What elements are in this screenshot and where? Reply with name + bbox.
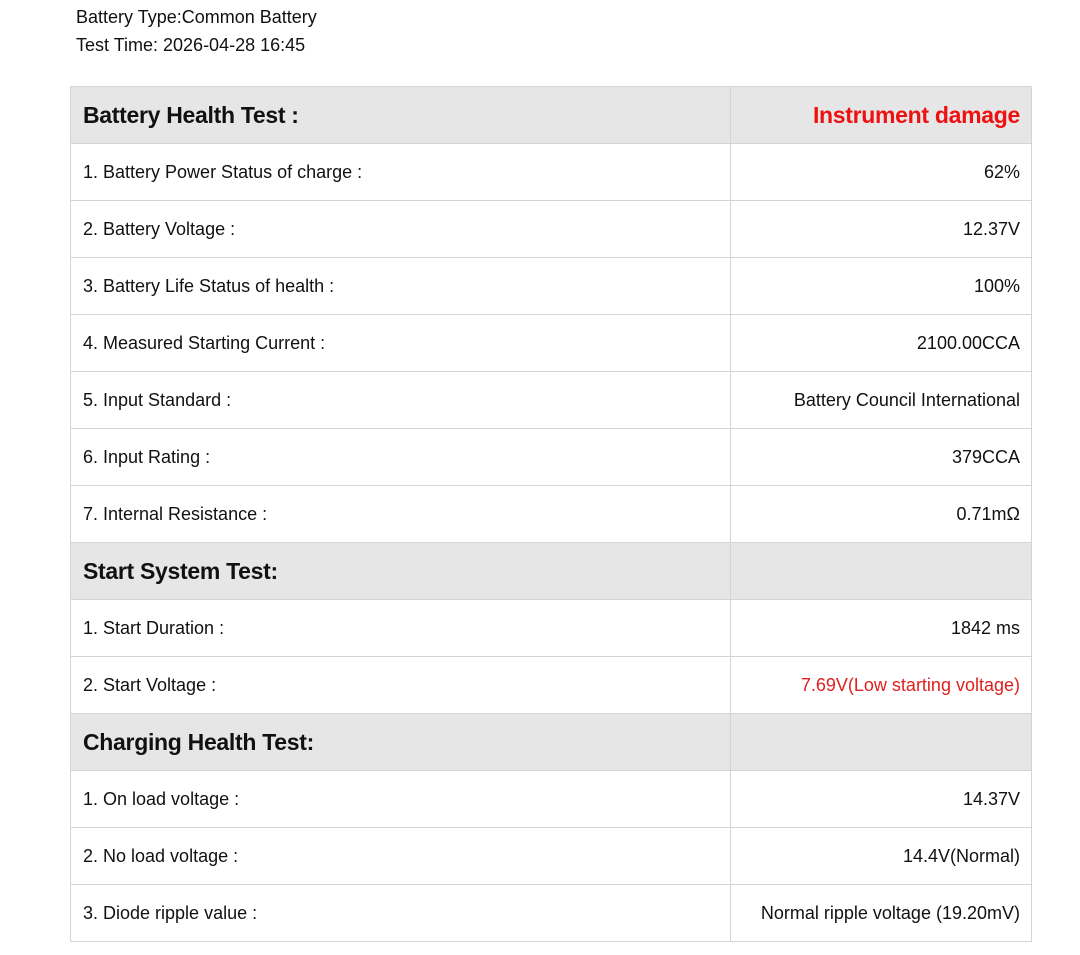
row-value: 14.4V(Normal) xyxy=(731,828,1032,885)
row-value: 2100.00CCA xyxy=(731,315,1032,372)
battery-type-text: Battery Type:Common Battery xyxy=(76,7,317,27)
row-value: 1842 ms xyxy=(731,600,1032,657)
section-status-empty xyxy=(731,714,1032,771)
row-label: 2. Start Voltage : xyxy=(71,657,731,714)
row-value: Battery Council International xyxy=(731,372,1032,429)
section-battery-health xyxy=(71,87,1032,144)
report-header xyxy=(76,3,317,59)
table-row xyxy=(71,429,1032,486)
row-label: 2. Battery Voltage : xyxy=(71,201,731,258)
table-row xyxy=(71,372,1032,429)
test-results-table xyxy=(70,86,1032,942)
table-row xyxy=(71,885,1032,942)
test-time-text: Test Time: 2026-04-28 16:45 xyxy=(76,35,306,55)
table-row xyxy=(71,600,1032,657)
row-label: 3. Battery Life Status of health : xyxy=(71,258,731,315)
row-label: 5. Input Standard : xyxy=(71,372,731,429)
battery-health-status: Instrument damage xyxy=(731,87,1032,144)
section-title: Start System Test: xyxy=(71,543,731,600)
row-value: 0.71mΩ xyxy=(731,486,1032,543)
row-label: 1. On load voltage : xyxy=(71,771,731,828)
table-row xyxy=(71,828,1032,885)
row-value: 62% xyxy=(731,144,1032,201)
row-value: 14.37V xyxy=(731,771,1032,828)
row-label: 4. Measured Starting Current : xyxy=(71,315,731,372)
section-title: Battery Health Test : xyxy=(71,87,731,144)
row-label: 7. Internal Resistance : xyxy=(71,486,731,543)
table-row xyxy=(71,201,1032,258)
start-voltage-warning-value: 7.69V(Low starting voltage) xyxy=(731,657,1032,714)
row-value: Normal ripple voltage (19.20mV) xyxy=(731,885,1032,942)
row-value: 100% xyxy=(731,258,1032,315)
row-value: 379CCA xyxy=(731,429,1032,486)
row-value: 12.37V xyxy=(731,201,1032,258)
table-row xyxy=(71,771,1032,828)
table-row xyxy=(71,315,1032,372)
table-row xyxy=(71,258,1032,315)
table-row xyxy=(71,657,1032,714)
row-label: 2. No load voltage : xyxy=(71,828,731,885)
row-label: 3. Diode ripple value : xyxy=(71,885,731,942)
section-start-system xyxy=(71,543,1032,600)
section-charging-health xyxy=(71,714,1032,771)
table-row xyxy=(71,486,1032,543)
section-title: Charging Health Test: xyxy=(71,714,731,771)
row-label: 1. Start Duration : xyxy=(71,600,731,657)
row-label: 1. Battery Power Status of charge : xyxy=(71,144,731,201)
table-row xyxy=(71,144,1032,201)
row-label: 6. Input Rating : xyxy=(71,429,731,486)
section-status-empty xyxy=(731,543,1032,600)
